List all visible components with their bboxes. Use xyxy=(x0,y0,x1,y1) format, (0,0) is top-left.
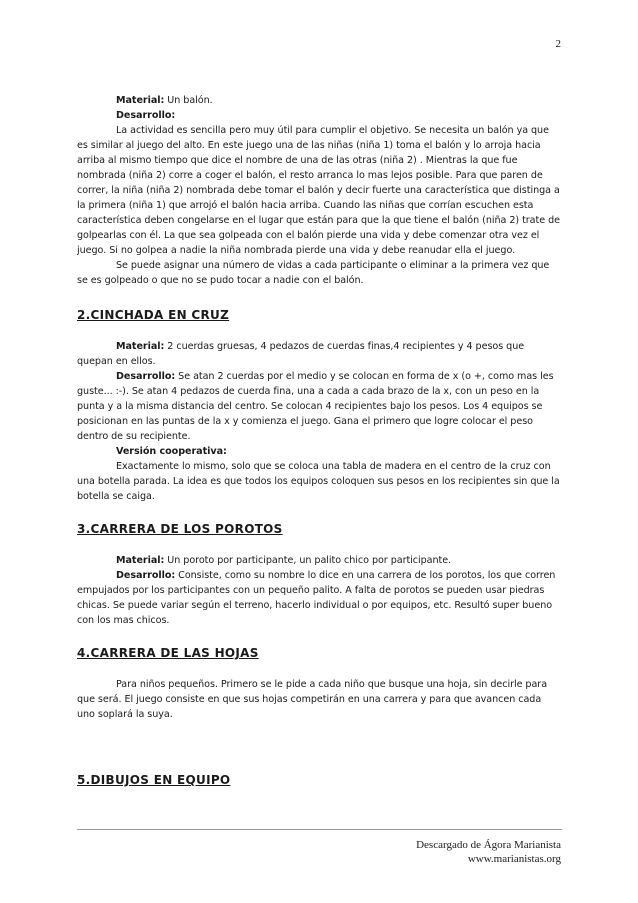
footer-divider xyxy=(77,829,562,830)
document-body xyxy=(77,93,562,788)
desarrollo-text: Consiste, como su nombre lo dice en una carrera de los porotos, los que corren empujados por los participantes con un pequeño palito. A falta de porotos se pueden usar piedras chicas. Se puede variar según el terreno, hacerlo individual o por equipos, etc. Resultó super bueno con los mas chicos. xyxy=(77,570,556,626)
section-title-dibujos: 5.DIBUJOS EN EQUIPO xyxy=(77,773,231,787)
desarrollo-label: Desarrollo: xyxy=(116,570,176,581)
footer xyxy=(416,838,561,866)
hojas-paragraph: Para niños pequeños. Primero se le pide a cada niño que busque una hoja, sin decirle para que será. El juego consiste en que sus hojas competirán en una carrera y para que avancen cada uno soplará la suya. xyxy=(77,679,548,720)
version-cooperativa-label: Versión cooperativa: xyxy=(116,446,227,457)
desarrollo-line xyxy=(77,369,562,444)
page-number: 2 xyxy=(555,38,561,50)
intro-paragraph-2: Se puede asignar una número de vidas a cada participante o eliminar a la primera vez que se es golpeado o que no se pudo tocar a nadie con el balón. xyxy=(77,260,550,286)
desarrollo-text: Se atan 2 cuerdas por el medio y se colocan en forma de x (o +, como mas les guste... :-). Se atan 4 pedazos de cuerda fina, una a cada a cada brazo de la x, con un peso en la punta y a la misma distancia del centro. Se colocan 4 recipientes bajo los pesos. Los 4 equipos se posicionan en las puntas de la x y comienza el juego. Gana el primero que logre colocar el peso dentro de su recipiente. xyxy=(77,371,554,442)
desarrollo-label: Desarrollo: xyxy=(116,371,176,382)
material-text: Un balón. xyxy=(164,95,213,106)
material-line xyxy=(77,553,562,568)
material-text: 2 cuerdas gruesas, 4 pedazos de cuerdas finas,4 recipientes y 4 pesos que quepan en ellos. xyxy=(77,341,525,367)
footer-source: Descargado de Ágora Marianista xyxy=(416,839,561,851)
section-title-hojas: 4.CARRERA DE LAS HOJAS xyxy=(77,646,259,660)
intro-paragraph-1: La actividad es sencilla pero muy útil para cumplir el objetivo. Se necesita un balón ya que es similar al juego del alto. En este juego una de las niñas (niña 1) toma el balón y lo arroja hacia arriba al mismo tiempo que dice el nombre de una de las otras (niña 2) . Mientras la que fue nombrada (niña 2) corre a coger el balón, el resto arranca lo mas lejos posible. Para que paren de correr, la niña (niña 2) nombrada debe tomar el balón y decir fuerte una característica que distinga a la primera (niña 1) que arrojó el balón hacia arriba. Cuando las niñas que corrían escuchen esta característica deben congelarse en el lugar que están para que la que tiene el balón (niña 2) trate de golpearlas con él. La que sea golpeada con el balón pierde una vida y debe comenzar otra vez el juego. Si no golpea a nadie la niña nombrada pierde una vida y debe reanudar ella el juego. xyxy=(77,125,560,256)
material-label: Material: xyxy=(116,95,165,106)
material-line xyxy=(77,339,562,369)
section-title-porotos: 3.CARRERA DE LOS POROTOS xyxy=(77,522,283,536)
desarrollo-label: Desarrollo: xyxy=(116,110,176,121)
material-text: Un poroto por participante, un palito chico por participante. xyxy=(164,555,452,566)
desarrollo-line xyxy=(77,568,562,628)
material-label: Material: xyxy=(116,341,165,352)
material-label: Material: xyxy=(116,555,165,566)
version-cooperativa-text: Exactamente lo mismo, solo que se coloca una tabla de madera en el centro de la cruz con una botella parada. La idea es que todos los equipos coloquen sus pesos en los recipientes sin que la botella se caiga. xyxy=(77,461,560,502)
footer-url: www.marianistas.org xyxy=(467,853,561,865)
section-title-cinchada: 2.CINCHADA EN CRUZ xyxy=(77,308,230,322)
material-line xyxy=(77,93,562,108)
